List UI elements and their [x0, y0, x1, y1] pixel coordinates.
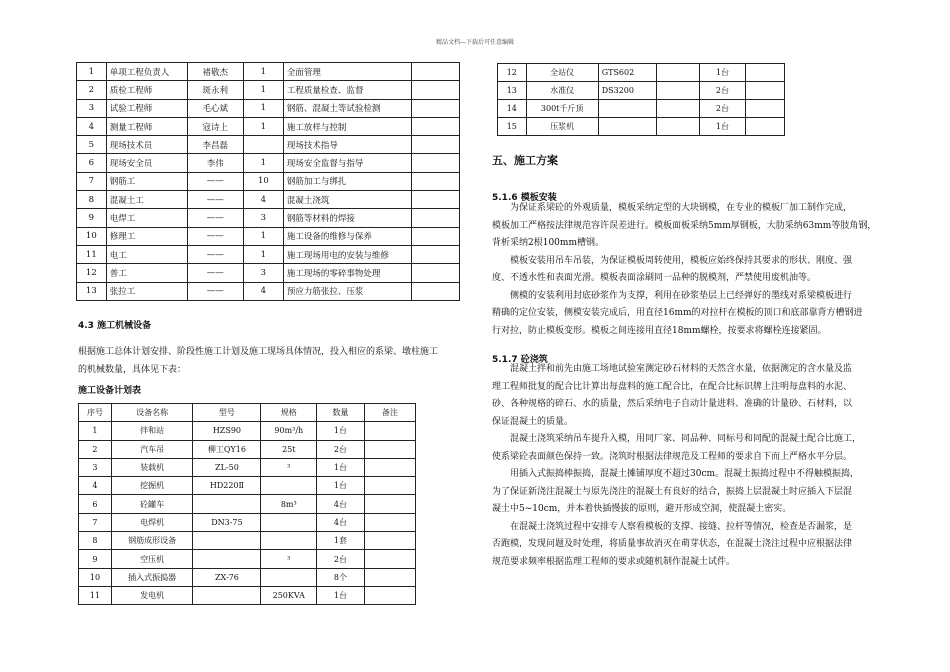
staff-row-cell — [411, 264, 459, 282]
staff-row — [77, 227, 460, 245]
equipment-row-cell: 1台 — [699, 118, 745, 136]
staff-row-cell — [411, 117, 459, 135]
staff-row-cell: —— — [187, 191, 243, 209]
equipment-row-cell: 插入式振捣器 — [111, 568, 192, 586]
staff-row-cell — [243, 136, 283, 154]
equipment-row-cell: 压浆机 — [526, 118, 598, 136]
staff-row-cell: 10 — [243, 172, 283, 190]
staff-row-cell: 2 — [77, 81, 107, 99]
paragraph-line: 为保证系梁砼的外观质量，模板采纳定型的大块钢模，在专业的模板厂加工制作完成， — [510, 203, 853, 213]
equipment-row-cell — [657, 64, 700, 82]
equipment-row-cell — [657, 100, 700, 118]
staff-row-cell: 李伟 — [187, 154, 243, 172]
paragraph-line: 使系梁砼表面颜色保持一致。浇筑时根据法律规范及工程师的要求自下而上严格水平分层。 — [492, 451, 853, 462]
equipment-table — [78, 403, 416, 605]
staff-row-cell: 7 — [77, 172, 107, 190]
equipment-row-cell: 90m³/h — [261, 422, 317, 440]
equipment-row-cell: ³ — [261, 458, 317, 476]
paragraph-line: 混凝土浇筑采纳吊车提升入模，用同厂家、同品种、同标号和同配的混凝土配合比施工， — [510, 434, 862, 444]
equipment-row-cell: 1套 — [317, 532, 365, 550]
equipment-row-cell: 1 — [79, 422, 112, 440]
equipment-row-cell — [746, 64, 785, 82]
header-no: 序号 — [79, 404, 112, 422]
staff-row — [77, 282, 460, 300]
section-4-3-intro-line2: 的机械数量，具体见下表： — [78, 365, 187, 375]
staff-row-cell: 寇诗上 — [187, 117, 243, 135]
equipment-row-cell — [193, 532, 261, 550]
staff-row-cell — [411, 81, 459, 99]
equipment-row-cell: 15 — [498, 118, 527, 136]
staff-row-cell: 1 — [243, 63, 283, 81]
equipment-row-cell: 4台 — [317, 513, 365, 531]
page-header: 精品文档---下载后可任意编辑 — [435, 39, 515, 46]
equipment-row-cell — [261, 477, 317, 495]
staff-row-cell: 混凝土工 — [106, 191, 187, 209]
staff-row-cell: 5 — [77, 136, 107, 154]
equipment-row-cell: 11 — [79, 586, 112, 604]
staff-row-cell: 1 — [243, 227, 283, 245]
equipment-row — [79, 422, 416, 440]
equipment-row-cell: 4台 — [317, 495, 365, 513]
staff-row-cell: 施工现场的零碎事物处理 — [283, 264, 411, 282]
equipment-row-cell: 1台 — [317, 477, 365, 495]
staff-row-cell: 3 — [243, 264, 283, 282]
staff-row-cell: 1 — [243, 154, 283, 172]
equipment-row-cell: 7 — [79, 513, 112, 531]
staff-row-cell — [411, 136, 459, 154]
paragraph-line: 模板安装用吊车吊装，为保证模板周转使用，模板应始终保持其要求的形状、刚度、强 — [510, 255, 853, 266]
equipment-row-cell — [261, 513, 317, 531]
equipment-row-cell: 2台 — [699, 82, 745, 100]
paragraph-line: 侧模的安装利用封底砂浆作为支撑，利用在砂浆垫层上已经弹好的墨线对系梁模板进行 — [510, 290, 853, 301]
staff-row-cell — [411, 227, 459, 245]
section-5-title: 五、施工方案 — [492, 154, 558, 167]
equipment-row-cell — [364, 568, 415, 586]
equipment-row-cell — [364, 440, 415, 458]
equipment-plan-title: 施工设备计划表 — [78, 386, 142, 396]
staff-row-cell: 4 — [77, 117, 107, 135]
staff-row-cell: 钢筋、混凝土等试验检测 — [283, 99, 411, 117]
paragraph-line: 在混凝土浇筑过程中安排专人察看模板的支撑、接缝、拉杆等情况，检查是否漏浆，是 — [510, 521, 853, 532]
staff-row-cell: —— — [187, 227, 243, 245]
staff-row-cell: 钢筋等材料的焊接 — [283, 209, 411, 227]
staff-row-cell: 测量工程师 — [106, 117, 187, 135]
equipment-row — [79, 440, 416, 458]
staff-row-cell: 8 — [77, 191, 107, 209]
equipment-row-cell: 2 — [79, 440, 112, 458]
staff-row-cell: 试验工程师 — [106, 99, 187, 117]
equipment-row-cell: 13 — [498, 82, 527, 100]
staff-row-cell: 电工 — [106, 245, 187, 263]
equipment-row-cell: 4 — [79, 477, 112, 495]
staff-row-cell: 施工现场用电的安装与维修 — [283, 245, 411, 263]
staff-row-cell — [411, 99, 459, 117]
staff-row-cell: 混凝土浇筑 — [283, 191, 411, 209]
equipment-row-cell: 300t千斤顶 — [526, 100, 598, 118]
header-note: 备注 — [364, 404, 415, 422]
paragraph-line: 为了保证新浇注混凝土与原先浇注的混凝土有良好的结合，振捣上层混凝土时应插入下层混 — [492, 486, 853, 497]
equipment-row-cell: 装载机 — [111, 458, 192, 476]
equipment-row-cell — [364, 550, 415, 568]
equipment-row-cell — [657, 118, 700, 136]
equipment-row-cell — [364, 586, 415, 604]
staff-row-cell: —— — [187, 245, 243, 263]
equipment-row — [79, 477, 416, 495]
equipment-row-cell — [261, 532, 317, 550]
staff-row-cell: 1 — [243, 117, 283, 135]
paragraph-line: 行对拉，防止模板变形。模板之间连接用直径18mm螺栓，按要求将螺栓连接紧固。 — [492, 325, 827, 336]
staff-row-cell: 普工 — [106, 264, 187, 282]
staff-row-cell: 现场技术指导 — [283, 136, 411, 154]
paragraph-line: 混凝土拌和前先由施工场地试验室测定砂石材料的天然含水量，依据测定的含水量及监 — [510, 364, 853, 374]
paragraph-line: 砂、各种规格的碎石、水的质量，然后采纳电子自动计量进料、准确的计量砂、石材料，以 — [492, 399, 853, 409]
staff-row-cell — [411, 209, 459, 227]
paragraph-line: 精确的定位安装，侧模安装完成后，用直径16mm的对拉杆在模板的顶口和底部靠背方槽钢进 — [492, 308, 863, 318]
equipment-row — [79, 495, 416, 513]
staff-row-cell: 12 — [77, 264, 107, 282]
staff-row-cell: 毛心斌 — [187, 99, 243, 117]
staff-row-cell: 10 — [77, 227, 107, 245]
equipment-row-cell — [193, 586, 261, 604]
staff-table — [76, 62, 460, 301]
staff-row-cell: 现场安全员 — [106, 154, 187, 172]
staff-row-cell: 13 — [77, 282, 107, 300]
equipment-row-cell — [364, 513, 415, 531]
equipment-row-cell — [261, 568, 317, 586]
staff-row-cell — [411, 63, 459, 81]
equipment-row-cell: 1台 — [699, 64, 745, 82]
equipment-row-cell: 2台 — [317, 440, 365, 458]
staff-row-cell: 工程质量检查、监督 — [283, 81, 411, 99]
equipment-row-cell: HD220Ⅱ — [193, 477, 261, 495]
paragraph-line: 否跑模，发现问题及时处理，将质量事故消灭在萌芽状态，在混凝土浇注过程中应根据法律 — [492, 539, 853, 549]
header-model: 型号 — [193, 404, 261, 422]
section-4-3-title: 4.3 施工机械设备 — [78, 321, 152, 331]
equipment-row-cell: 水准仪 — [526, 82, 598, 100]
equipment-table-continued — [497, 63, 785, 136]
staff-row-cell — [411, 245, 459, 263]
staff-row-cell: 1 — [243, 99, 283, 117]
section-5-1-6-body — [492, 200, 877, 340]
staff-row-cell: 钢筋工 — [106, 172, 187, 190]
equipment-row-cell: 3 — [79, 458, 112, 476]
equipment-row-cell — [364, 532, 415, 550]
equipment-row-cell: 10 — [79, 568, 112, 586]
paragraph-line: 背析采纳2根100mm槽钢。 — [492, 238, 604, 248]
header-spec: 规格 — [261, 404, 317, 422]
equipment-row — [79, 550, 416, 568]
equipment-row-cell: 8m³ — [261, 495, 317, 513]
staff-row-cell: —— — [187, 264, 243, 282]
paragraph-line: 保证混凝土的质量。 — [492, 416, 574, 427]
staff-row-cell — [411, 191, 459, 209]
paragraph-line: 用插入式振捣棒振捣，混凝土摊铺厚度不超过30cm。混凝土振捣过程中不得触模振捣， — [510, 469, 860, 479]
equipment-row-cell — [598, 118, 656, 136]
equipment-row-cell: 14 — [498, 100, 527, 118]
equipment-row-cell — [746, 82, 785, 100]
equipment-row-cell: 空压机 — [111, 550, 192, 568]
staff-row-cell: 钢筋加工与绑扎 — [283, 172, 411, 190]
equipment-row-cell: ³ — [261, 550, 317, 568]
staff-row-cell — [411, 282, 459, 300]
staff-row-cell: —— — [187, 172, 243, 190]
staff-row-cell: 电焊工 — [106, 209, 187, 227]
staff-row — [77, 264, 460, 282]
staff-row-cell: 质检工程师 — [106, 81, 187, 99]
staff-row-cell — [411, 172, 459, 190]
paragraph-line: 规范要求频率根据监理工程师的要求或随机制作混凝土试件。 — [492, 556, 736, 567]
staff-row — [77, 191, 460, 209]
staff-row-cell: 修理工 — [106, 227, 187, 245]
staff-row-cell: 全面管理 — [283, 63, 411, 81]
equipment-row-cell: 1台 — [317, 458, 365, 476]
staff-row-cell: 1 — [77, 63, 107, 81]
equipment-row-cell: HZS90 — [193, 422, 261, 440]
staff-row — [77, 117, 460, 135]
staff-row — [77, 172, 460, 190]
equipment-row-cell — [364, 422, 415, 440]
equipment-row-cell: 2台 — [317, 550, 365, 568]
section-5-1-6-title: 5.1.6 模板安装 — [492, 193, 557, 203]
equipment-row-cell — [193, 550, 261, 568]
equipment-row-cell — [657, 82, 700, 100]
equipment-row-cell: 拌和站 — [111, 422, 192, 440]
equipment-row — [498, 100, 785, 118]
equipment-row — [79, 568, 416, 586]
paragraph-line: 理工程师批复的配合比计算出每盘料的施工配合比，在配合比标识牌上注明每盘料的水泥、 — [492, 381, 853, 392]
staff-row-cell: 4 — [243, 191, 283, 209]
equipment-row-cell — [364, 477, 415, 495]
equipment-row-cell: 挖掘机 — [111, 477, 192, 495]
staff-row-cell: 预应力筋张拉、压浆 — [283, 282, 411, 300]
header-qty: 数量 — [317, 404, 365, 422]
staff-row-cell: 1 — [243, 81, 283, 99]
staff-row-cell: 4 — [243, 282, 283, 300]
equipment-row-cell: 1台 — [317, 586, 365, 604]
staff-row — [77, 99, 460, 117]
equipment-row-cell: DN3-75 — [193, 513, 261, 531]
staff-row-cell: 斑永利 — [187, 81, 243, 99]
equipment-row-cell — [364, 458, 415, 476]
equipment-row-cell: 全站仪 — [526, 64, 598, 82]
staff-row-cell: 单项工程负责人 — [106, 63, 187, 81]
staff-row-cell: 张拉工 — [106, 282, 187, 300]
section-5-1-7-title: 5.1.7 砼浇筑 — [492, 355, 548, 365]
equipment-row-cell: DS3200 — [598, 82, 656, 100]
equipment-table-header — [79, 404, 416, 422]
staff-row — [77, 136, 460, 154]
staff-row — [77, 81, 460, 99]
equipment-row-cell — [746, 118, 785, 136]
staff-row-cell: 李昌磊 — [187, 136, 243, 154]
staff-row-cell: —— — [187, 209, 243, 227]
paragraph-line: 模板加工严格按法律规范容许误差进行。模板面板采纳5mm厚钢板，大肋采纳63mm等肢角钢， — [492, 220, 877, 231]
staff-row-cell: 褚敬杰 — [187, 63, 243, 81]
equipment-row-cell: 25t — [261, 440, 317, 458]
equipment-row-cell: 钢筋成形设备 — [111, 532, 192, 550]
equipment-row-cell: 8 — [79, 532, 112, 550]
staff-row-cell: 1 — [243, 245, 283, 263]
equipment-row — [79, 532, 416, 550]
staff-row-cell: 施工设备的维修与保养 — [283, 227, 411, 245]
equipment-row-cell: 6 — [79, 495, 112, 513]
equipment-row-cell: 250KVA — [261, 586, 317, 604]
equipment-row-cell: GTS602 — [598, 64, 656, 82]
staff-row-cell: 9 — [77, 209, 107, 227]
staff-row-cell: 11 — [77, 245, 107, 263]
staff-row — [77, 154, 460, 172]
equipment-row-cell: 发电机 — [111, 586, 192, 604]
equipment-row-cell: 电焊机 — [111, 513, 192, 531]
paragraph-line: 凝土中5~10cm，并本着快插慢拔的原则，避开形成空洞，使混凝土密实。 — [492, 504, 792, 514]
staff-row-cell: 现场安全监督与指导 — [283, 154, 411, 172]
staff-row-cell: 6 — [77, 154, 107, 172]
equipment-row — [79, 586, 416, 604]
staff-row-cell — [411, 154, 459, 172]
staff-row — [77, 63, 460, 81]
equipment-row-cell — [364, 495, 415, 513]
equipment-row — [498, 64, 785, 82]
staff-row-cell: 施工放样与控制 — [283, 117, 411, 135]
equipment-row-cell: ZL-50 — [193, 458, 261, 476]
equipment-row — [79, 513, 416, 531]
equipment-row-cell: 汽车吊 — [111, 440, 192, 458]
header-name: 设备名称 — [111, 404, 192, 422]
equipment-row-cell: 1台 — [317, 422, 365, 440]
staff-row-cell: 现场技术员 — [106, 136, 187, 154]
section-5-1-7-body — [492, 361, 874, 571]
equipment-row-cell: 砼罐车 — [111, 495, 192, 513]
equipment-row-cell: 2台 — [699, 100, 745, 118]
staff-row-cell: 3 — [77, 99, 107, 117]
staff-row-cell: 3 — [243, 209, 283, 227]
section-4-3-intro-line1: 根据施工总体计划安排、阶段性施工计划及施工现场具体情况，投入相应的系梁、墩柱施工 — [78, 347, 439, 357]
staff-row-cell: —— — [187, 282, 243, 300]
equipment-row-cell — [598, 100, 656, 118]
equipment-row-cell: 12 — [498, 64, 527, 82]
equipment-row-cell — [193, 495, 261, 513]
equipment-row-cell: 柳工QY16 — [193, 440, 261, 458]
staff-row — [77, 209, 460, 227]
equipment-row-cell — [746, 100, 785, 118]
equipment-row — [498, 118, 785, 136]
equipment-row — [79, 458, 416, 476]
equipment-row-cell: ZX-76 — [193, 568, 261, 586]
equipment-row-cell: 9 — [79, 550, 112, 568]
paragraph-line: 度、不透水性和表面光滑。模板表面涂刷同一品种的脱模剂，严禁使用废机油等。 — [492, 273, 817, 283]
equipment-row-cell: 8个 — [317, 568, 365, 586]
equipment-row — [498, 82, 785, 100]
staff-row — [77, 245, 460, 263]
